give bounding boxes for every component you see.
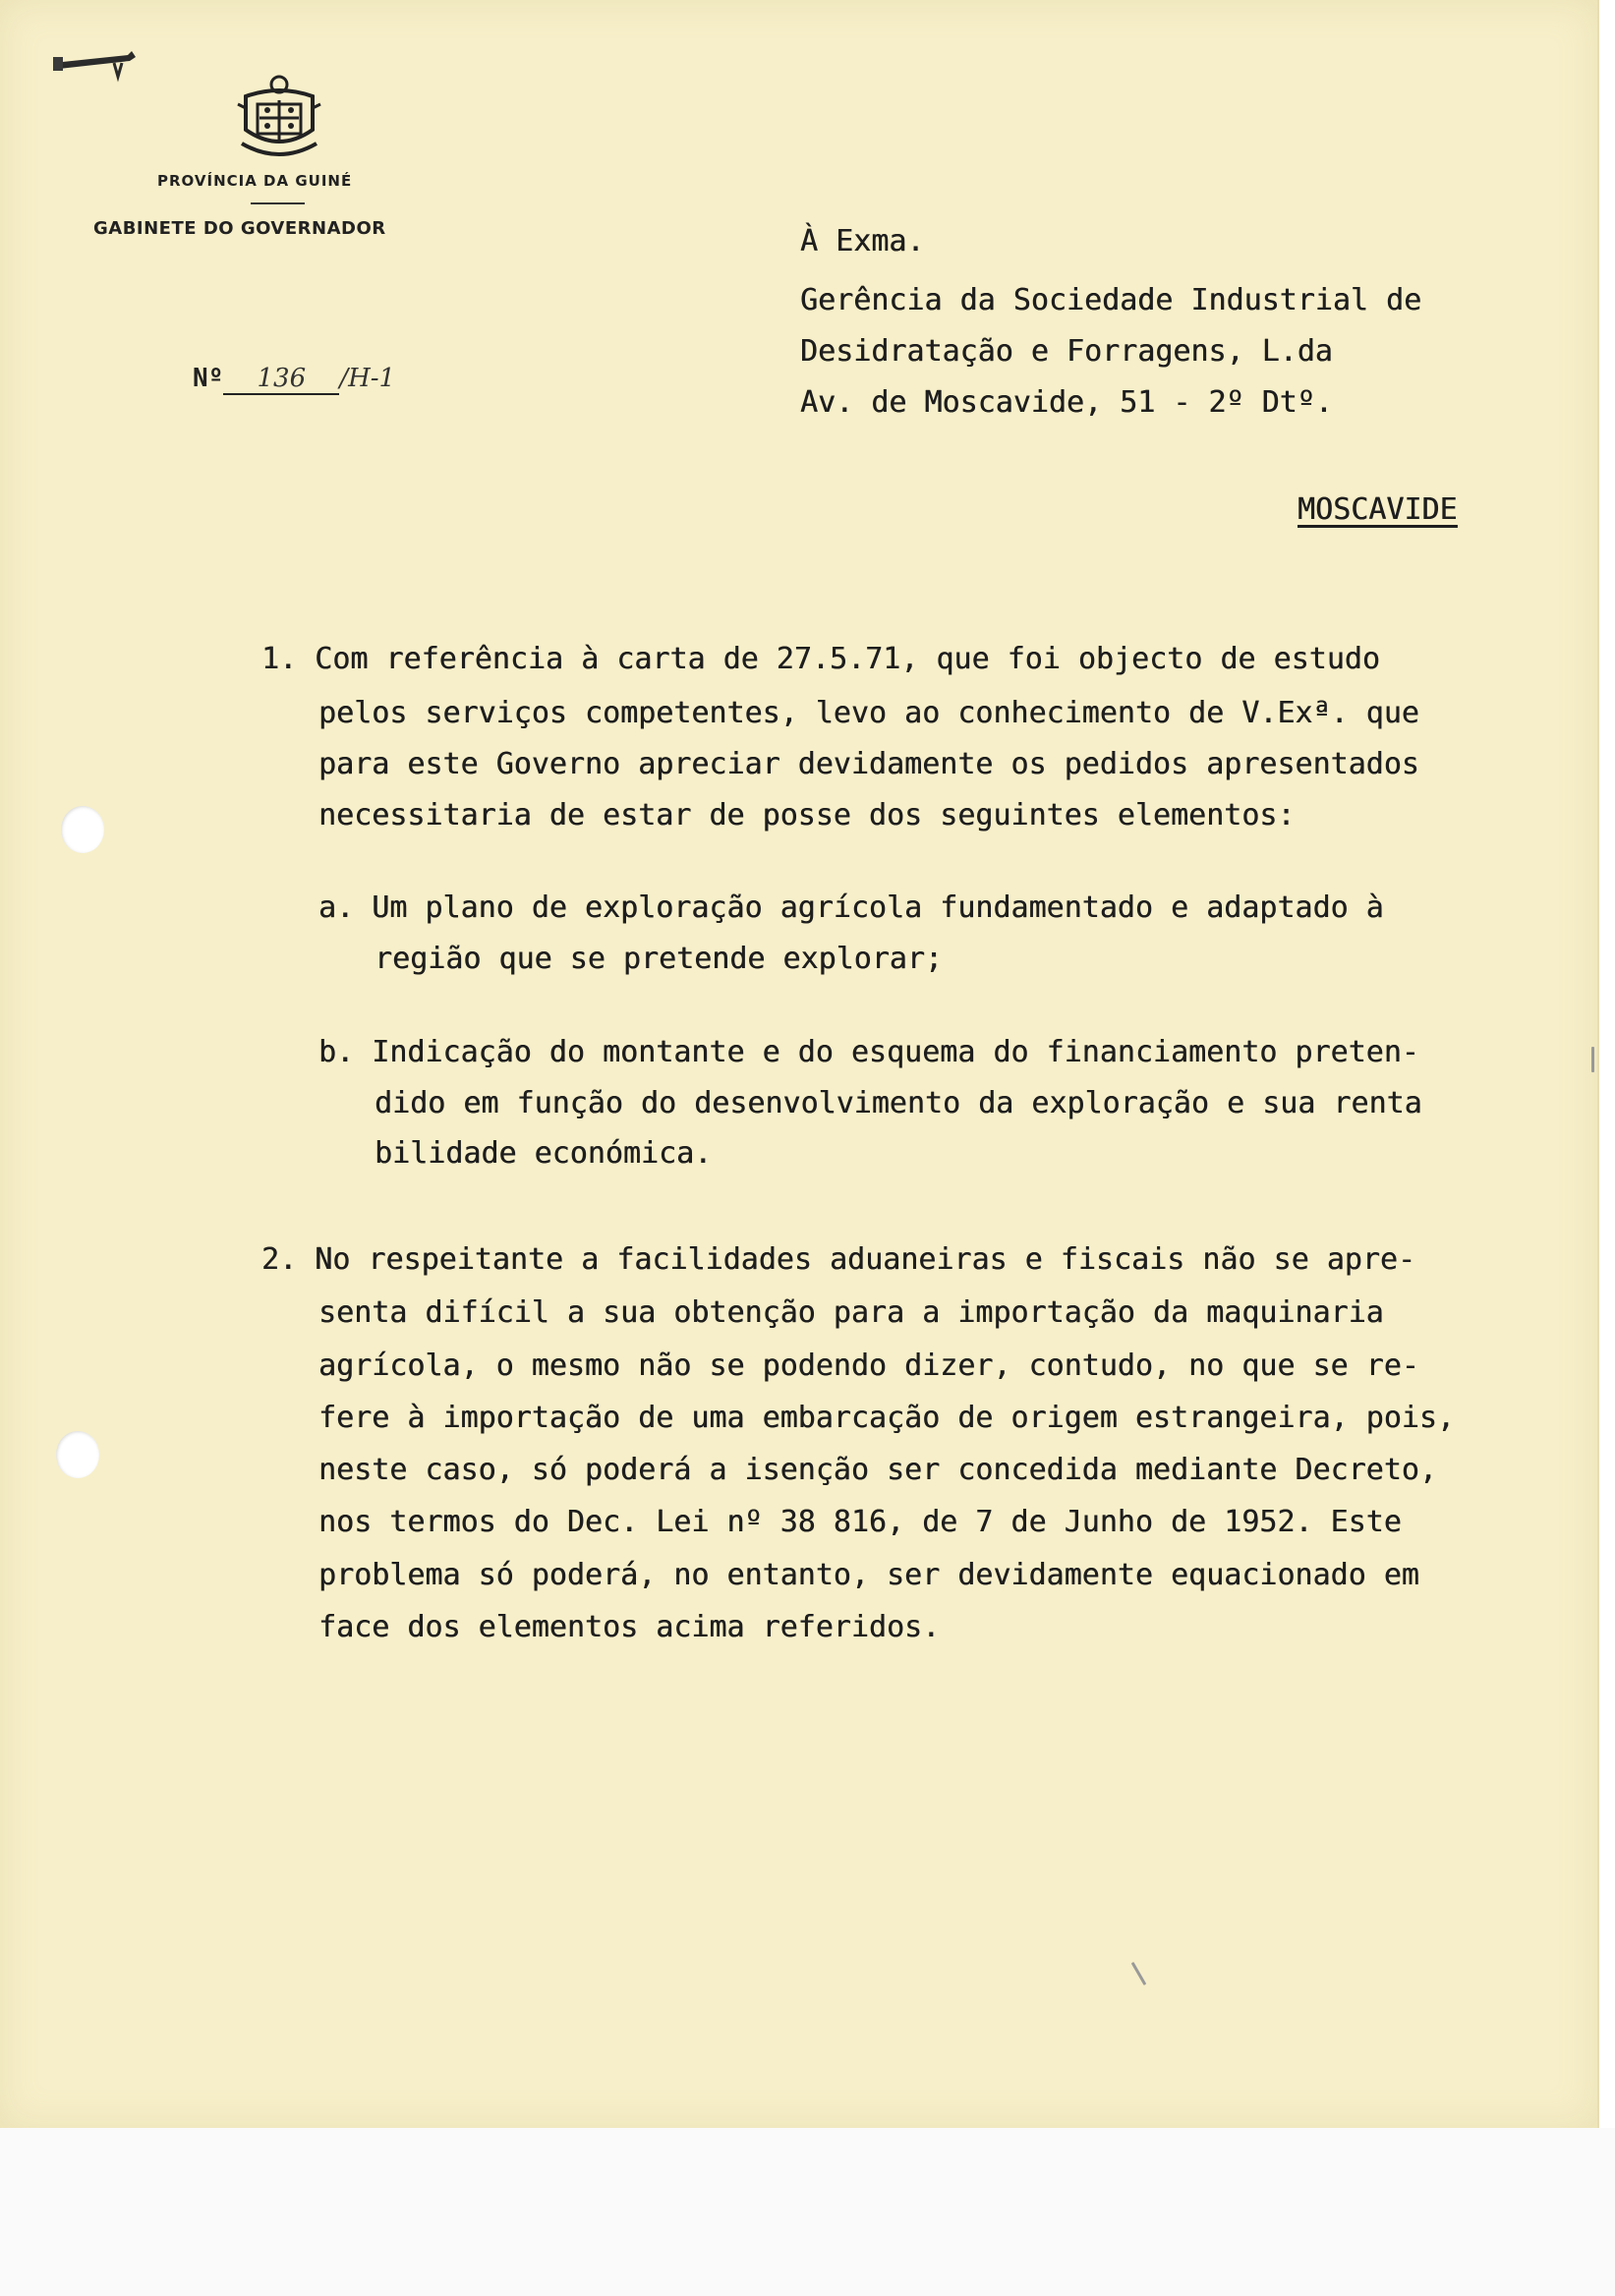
recipient-salutation: À Exma. bbox=[800, 224, 925, 258]
body-line: nos termos do Dec. Lei nº 38 816, de 7 de Junho de 1952. Este bbox=[318, 1505, 1402, 1539]
recipient-line: Gerência da Sociedade Industrial de bbox=[800, 283, 1422, 317]
scan-background bbox=[0, 2128, 1615, 2296]
body-line: 1. Com referência à carta de 27.5.71, que foi objecto de estudo bbox=[261, 642, 1380, 676]
recipient-city: MOSCAVIDE bbox=[1298, 492, 1458, 527]
body-line: bilidade económica. bbox=[375, 1136, 713, 1171]
punch-hole bbox=[61, 806, 104, 853]
body-line: pelos serviços competentes, levo ao conhecimento de V.Exª. que bbox=[318, 696, 1419, 730]
body-line: problema só poderá, no entanto, ser devidamente equacionado em bbox=[318, 1558, 1419, 1592]
body-line: agrícola, o mesmo não se podendo dizer, contudo, no que se re- bbox=[318, 1349, 1419, 1383]
body-line: para este Governo apreciar devidamente os pedidos apresentados bbox=[318, 747, 1419, 781]
body-line: dido em função do desenvolvimento da exploração e sua renta bbox=[375, 1086, 1422, 1120]
province-name: PROVÍNCIA DA GUINÉ bbox=[157, 172, 353, 190]
office-name: GABINETE DO GOVERNADOR bbox=[93, 218, 386, 239]
paper-clip-icon bbox=[51, 47, 140, 96]
body-line: neste caso, só poderá a isenção ser concedida mediante Decreto, bbox=[318, 1453, 1437, 1487]
body-line: 2. No respeitante a facilidades aduaneiras e fiscais não se apre- bbox=[261, 1242, 1415, 1277]
body-line: necessitaria de estar de posse dos seguintes elementos: bbox=[318, 798, 1296, 832]
body-line: b. Indicação do montante e do esquema do financiamento preten- bbox=[318, 1035, 1419, 1069]
recipient-line: Desidratação e Forragens, L.da bbox=[800, 334, 1333, 369]
margin-mark bbox=[1591, 1047, 1594, 1072]
header-divider bbox=[251, 202, 305, 204]
body-line: senta difícil a sua obtenção para a importação da maquinaria bbox=[318, 1295, 1384, 1330]
body-line: região que se pretende explorar; bbox=[375, 942, 943, 976]
reference-number bbox=[193, 364, 395, 395]
body-line: fere à importação de uma embarcação de origem estrangeira, pois, bbox=[318, 1401, 1455, 1435]
body-line: face dos elementos acima referidos. bbox=[318, 1610, 941, 1644]
recipient-line: Av. de Moscavide, 51 - 2º Dtº. bbox=[800, 385, 1333, 420]
reference-suffix: /H-1 bbox=[339, 364, 396, 393]
reference-handwritten-number: 136 bbox=[257, 364, 307, 393]
stray-mark bbox=[1131, 1962, 1147, 1985]
body-line: a. Um plano de exploração agrícola fundamentado e adaptado à bbox=[318, 890, 1384, 925]
punch-hole bbox=[56, 1431, 99, 1478]
coat-of-arms-icon bbox=[232, 75, 326, 163]
reference-prefix: Nº bbox=[193, 364, 224, 393]
